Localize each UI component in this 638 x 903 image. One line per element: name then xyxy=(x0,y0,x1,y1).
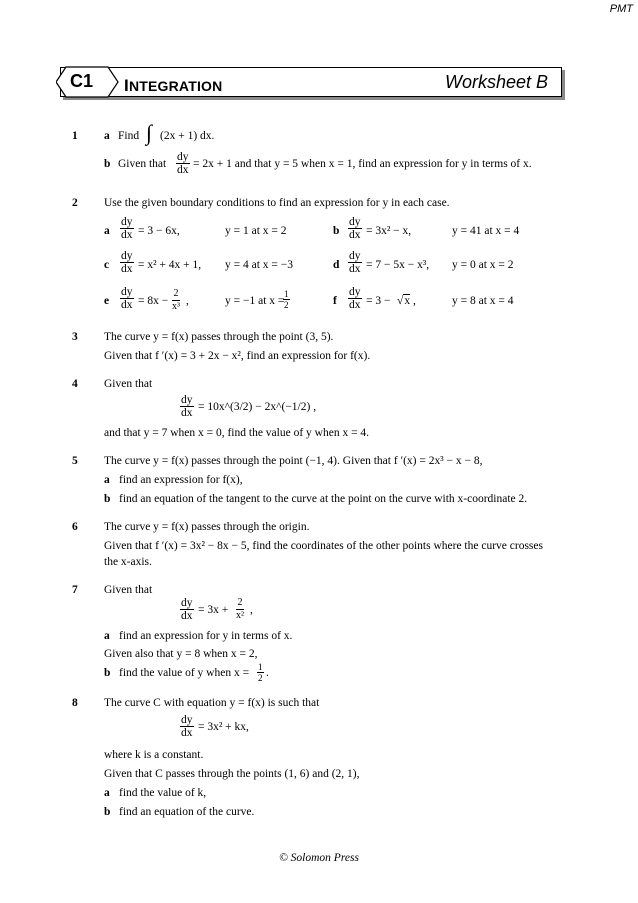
q8-derivative: $\frac{dy}{dx}$ xyxy=(181,714,193,739)
q2-c-cond: y = 4 at x = −3 xyxy=(225,259,294,271)
q6-number: 6 xyxy=(72,521,78,533)
q2-b-derivative: $\frac{dy}{dx}$ xyxy=(349,216,361,241)
q7-period: . xyxy=(266,667,269,679)
q3-line2: Given that f ′(x) = 3 + 2x − x², find an expression for f(x). xyxy=(104,350,371,362)
q7-b-text: find the value of y when x = xyxy=(119,667,250,679)
q2-a-label: a xyxy=(104,225,110,237)
q2-a-rhs: = 3 − 6x, xyxy=(138,225,180,237)
worksheet-label: Worksheet B xyxy=(444,72,548,92)
q7-rhs: = 3x + xyxy=(198,604,229,616)
topic-title: INTEGRATION xyxy=(124,76,223,95)
q8-a-label: a xyxy=(104,787,110,799)
q2-f-label: f xyxy=(333,295,337,307)
q2-c-label: c xyxy=(104,259,110,271)
q1-derivative: $\frac{dy}{dx}$ xyxy=(177,151,189,176)
integral-sign: ∫ xyxy=(146,120,153,145)
q2-c-rhs: = x² + 4x + 1, xyxy=(138,259,202,271)
q8-b-text: find an equation of the curve. xyxy=(119,806,255,818)
q7-b-fraction: $\frac{1}{2}$ xyxy=(258,662,263,683)
q1-a-label: a xyxy=(104,130,110,142)
q2-e-cond-fraction: $\frac{1}{2}$ xyxy=(284,289,289,310)
q5-a-text: find an expression for f(x), xyxy=(119,474,243,486)
unit-code: C1 xyxy=(70,71,94,91)
q5-number: 5 xyxy=(72,455,78,467)
q3-line1: The curve y = f(x) passes through the point (3, 5). xyxy=(104,331,334,343)
q8-number: 8 xyxy=(72,697,78,709)
q7-line1: Given that xyxy=(104,584,153,596)
q7-rhs-fraction: $\frac{2}{\text{x²}}$ xyxy=(236,597,244,621)
q7-comma: , xyxy=(250,604,253,616)
q2-e-rhs-fraction: $\frac{2}{\text{x³}}$ xyxy=(172,288,180,312)
q8-rhs: = 3x² + kx, xyxy=(198,721,249,733)
q7-line2: Given also that y = 8 when x = 2, xyxy=(104,648,258,660)
unit-code-badge xyxy=(56,63,122,101)
q5-line1: The curve y = f(x) passes through the point (−1, 4). Given that f ′(x) = 2x³ − x − 8, xyxy=(104,455,483,467)
q8-line3: Given that C passes through the points (1, 6) and (2, 1), xyxy=(104,768,360,780)
q2-b-label: b xyxy=(333,225,340,237)
q2-a-derivative: $\frac{dy}{dx}$ xyxy=(121,216,133,241)
q2-e-comma: , xyxy=(186,295,189,307)
q8-line2: where k is a constant. xyxy=(104,749,204,761)
q7-derivative: $\frac{dy}{dx}$ xyxy=(181,597,193,622)
q2-e-cond: y = −1 at x = xyxy=(225,295,285,307)
pmt-watermark: PMT xyxy=(609,3,633,15)
q6-line2: Given that f ′(x) = 3x² − 8x − 5, find the coordinates of the other points where the curve crosses xyxy=(104,540,543,552)
q5-b-label: b xyxy=(104,493,111,505)
q1-a-text: Find xyxy=(118,130,140,142)
q1-b-pre: Given that xyxy=(118,158,167,170)
q2-b-rhs: = 3x² − x, xyxy=(366,225,412,237)
q8-line1: The curve C with equation y = f(x) is such that xyxy=(104,697,320,709)
q7-b-label: b xyxy=(104,667,111,679)
worksheet-header xyxy=(56,63,564,101)
q2-f-rhs: = 3 − xyxy=(366,295,391,307)
q2-b-cond: y = 41 at x = 4 xyxy=(452,225,520,237)
q2-intro: Use the given boundary conditions to find an expression for y in each case. xyxy=(104,197,450,209)
q8-b-label: b xyxy=(104,806,111,818)
q4-line1: Given that xyxy=(104,378,153,390)
q7-number: 7 xyxy=(72,584,78,596)
q2-d-cond: y = 0 at x = 2 xyxy=(452,259,514,271)
q1-b-label: b xyxy=(104,158,111,170)
footer-copyright: © Solomon Press xyxy=(279,852,359,864)
q1-b-post: = 2x + 1 and that y = 5 when x = 1, find an expression for y in terms of x. xyxy=(193,158,532,170)
q7-a-label: a xyxy=(104,630,110,642)
q2-e-label: e xyxy=(104,295,110,307)
q2-f-cond: y = 8 at x = 4 xyxy=(452,295,514,307)
q2-d-derivative: $\frac{dy}{dx}$ xyxy=(349,250,361,275)
q1-number: 1 xyxy=(72,130,78,142)
q5-b-text: find an equation of the tangent to the curve at the point on the curve with x-coordinate 2. xyxy=(119,493,528,505)
q8-a-text: find the value of k, xyxy=(119,787,207,799)
q6-line1: The curve y = f(x) passes through the origin. xyxy=(104,521,310,533)
q2-d-rhs: = 7 − 5x − x³, xyxy=(366,259,430,271)
q4-derivative: $\frac{dy}{dx}$ xyxy=(181,394,193,419)
q7-a-text: find an expression for y in terms of x. xyxy=(119,630,293,642)
q4-line2: and that y = 7 when x = 0, find the value of y when x = 4. xyxy=(104,427,370,439)
q2-number: 2 xyxy=(72,197,78,209)
q4-number: 4 xyxy=(72,378,78,390)
q6-line3: the x-axis. xyxy=(104,556,152,568)
q2-a-cond: y = 1 at x = 2 xyxy=(225,225,287,237)
q2-c-derivative: $\frac{dy}{dx}$ xyxy=(121,250,133,275)
q3-number: 3 xyxy=(72,331,78,343)
q2-f-root: √x , xyxy=(397,295,416,307)
q2-f-derivative: $\frac{dy}{dx}$ xyxy=(349,286,361,311)
q1-a-expr: (2x + 1) dx. xyxy=(160,130,215,142)
q2-e-rhs: = 8x − xyxy=(138,295,169,307)
q5-a-label: a xyxy=(104,474,110,486)
q2-d-label: d xyxy=(333,259,340,271)
q2-e-derivative: $\frac{dy}{dx}$ xyxy=(121,286,133,311)
q4-rhs: = 10x^(3/2) − 2x^(−1/2) , xyxy=(198,401,317,413)
